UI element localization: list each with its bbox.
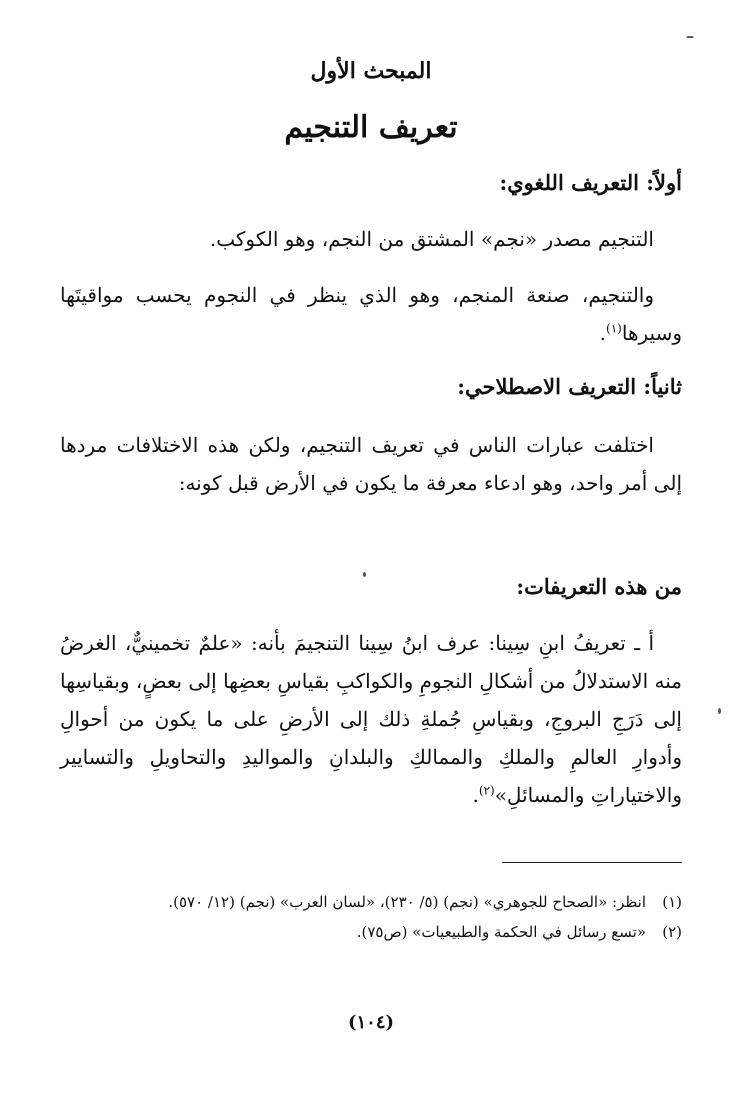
chapter-heading: المبحث الأول — [310, 58, 432, 84]
footnote-text: «تسع رسائل في الحكمة والطبيعيات» (ص٧٥). — [356, 923, 646, 941]
scan-speck — [363, 572, 366, 577]
page-title: تعريف التنجيم — [284, 110, 458, 145]
section-heading-terminological: ثانياً: التعريف الاصطلاحي: — [457, 374, 682, 399]
footnote-number: (١) — [662, 893, 682, 911]
paragraph-linguistic-1 — [60, 220, 682, 258]
book-page — [60, 0, 682, 1109]
footnote-separator — [502, 862, 682, 863]
footnote-1 — [60, 890, 682, 914]
paragraph-end: . — [599, 321, 607, 345]
scan-speck — [718, 708, 721, 714]
footnote-ref-1[interactable]: (١) — [606, 321, 622, 336]
section-heading-definitions: من هذه التعريفات: — [516, 574, 682, 599]
footnote-number: (٢) — [662, 923, 682, 941]
paragraph-linguistic-2 — [60, 276, 682, 352]
paragraph-text: والتنجيم، صنعة المنجم، وهو الذي ينظر في النجوم يحسب مواقيتَها وسيرها — [60, 283, 682, 345]
scan-speck — [686, 36, 694, 38]
section-heading-linguistic: أولاً: التعريف اللغوي: — [499, 170, 682, 195]
paragraph-text: أ ـ تعريفُ ابنِ سِينا: عرف ابنُ سِينا التنجيمَ بأنه: «علمٌ تخمينيٌّ، الغرضُ منه الاستدلالُ من أشكالِ النجومِ والكواكبِ بقياسِ بعضِها إلى بعضٍ، وبقياسِها إلى دَرَجِ البروجِ، وبقياسِ جُملةِ ذلك إلى الأرضِ على ما يكون من أحوالِ وأدوارِ العالمِ والملكِ والممالكِ والبلدانِ والمواليدِ والتحاويلِ والتسايير والاختياراتِ والمسائلِ» — [59, 631, 682, 807]
paragraph-text: اختلفت عبارات الناس في تعريف التنجيم، ولكن هذه الاختلافات مردها إلى أمر واحد، وهو ادعاء معرفة ما يكون في الأرض قبل كونه: — [60, 433, 682, 495]
footnote-ref-2[interactable]: (٢) — [478, 783, 495, 798]
footnote-text: انظر: «الصحاح للجوهري» (نجم) (٥/ ٢٣٠)، «لسان العرب» (نجم) (١٢/ ٥٧٠). — [168, 893, 646, 911]
paragraph-ibn-sina-definition — [60, 624, 682, 814]
paragraph-terminological — [60, 426, 682, 502]
paragraph-text: التنجيم مصدر «نجم» المشتق من النجم، وهو الكوكب. — [209, 227, 654, 251]
paragraph-end: . — [472, 783, 479, 807]
footnote-2 — [60, 920, 682, 944]
page-number: (١٠٤) — [347, 1012, 395, 1033]
